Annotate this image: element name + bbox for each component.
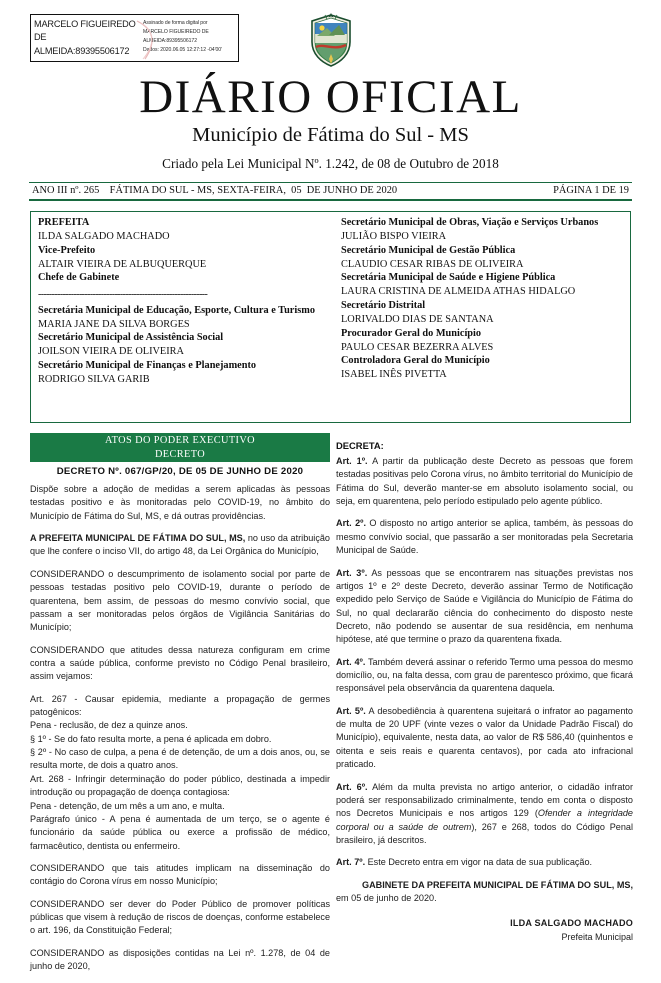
penal-code-line: Art. 267 - Causar epidemia, mediante a propagação de germes patogênicos: [30,693,330,718]
article-text-italic: Ofender a integridade corporal ou a saúde de outrem [336,808,633,832]
official-role: Secretário Municipal de Finanças e Planejamento [38,360,257,372]
page-title: DIÁRIO OFICIAL [139,71,522,123]
official-name: PAULO CESAR BEZERRA ALVES [340,341,494,353]
article-label: Art. 2º. [336,518,366,529]
official-name: JOILSON VIEIRA DE OLIVEIRA [38,346,184,358]
penal-code-line: Pena - detenção, de um mês a um ano, e multa. [30,800,225,811]
decree-article [336,517,633,557]
official-name: JULIÃO BISPO VIEIRA [340,230,447,242]
decree-preamble-bold: A PREFEITA MUNICIPAL DE FÁTIMA DO SUL, MS, [30,533,246,544]
decree-considerando: CONSIDERANDO o descumprimento de isolamento social por parte de pessoas testadas positivo pelo COVID-19, durante o período de quarentena, bem assim, de pessoas do mesmo convívio social, que passam a ser monitoradas pelos órgãos de Vigilância Sanitárias do Município; [30,568,330,633]
closing-rest: em 05 de junho de 2020. [336,893,437,904]
official-name: MARIA JANE DA SILVA BORGES [38,318,190,330]
penal-code-line: § 1º - Se do fato resulta morte, a pena é aplicada em dobro. [30,733,272,744]
official-name: LAURA CRISTINA DE ALMEIDA ATHAS HIDALGO [340,286,576,298]
official-role: Procurador Geral do Município [340,327,482,339]
masthead-subtitle: Município de Fátima do Sul - MS [192,123,469,146]
official-role: Secretária Municipal de Saúde e Higiene Pública [340,272,556,284]
edition-bar [29,182,632,201]
decree-preamble [30,532,330,559]
article-text: Também deverá assinar o referido Termo uma pessoa do mesmo domicílio, ou, na falta dessa, com grau de parentesco próximo, que ficará responsável pela observância da quarentena daquela. [336,656,633,694]
signature-name-line: MARCELO FIGUEIREDO [34,19,136,29]
official-role: Secretário Municipal de Assistência Social [38,332,224,344]
article-text-part2: ), 267 e 268, todos do Código Penal brasileiro, já descritos. [336,821,633,845]
article-text-part1: Além da multa prevista no artigo anterior, o cidadão infrator poderá ser responsabilizado criminalmente, tendo em conta o disposto nos Decretos Municipais e nos artigos 129 ( [336,781,633,819]
section-banner-decreto: DECRETO [30,447,330,462]
decree-considerando: CONSIDERANDO as disposições contidas na Lei nº. 1.278, de 04 de junho de 2020, [30,947,330,972]
officials-column-left [31,212,332,422]
decree-article [336,705,633,772]
penal-code-line: § 2º - No caso de culpa, a pena é de detenção, de um a dois anos, ou, se resulta morte, de dois a quatro anos. [30,747,330,771]
decree-considerando: CONSIDERANDO que atitudes dessa natureza configuram em crime contra a saúde pública, conforme previsto no Código Penal brasileiro, assim vejamos: [30,644,330,682]
article-text: Este Decreto entra em vigor na data de sua publicação. [365,857,593,868]
article-text: O disposto no artigo anterior se aplica, também, às pessoas do mesmo convívio social, que passarão a ser monitoradas pela Secretaria Municipal de Saúde. [336,518,633,556]
article-label: Art. 4º. [336,656,366,667]
decree-ementa: Dispõe sobre a adoção de medidas a serem aplicadas às pessoas testadas positivo e às monitoradas pelo COVID-19, no âmbito do Município de Fátima do Sul, MS, e dá outras providências. [30,484,330,521]
decree-left-column [30,483,330,983]
official-role: Secretário Municipal de Obras, Viação e Serviços Urbanos [340,217,599,228]
decree-article [336,455,633,508]
penal-code-line: Art. 268 - Infringir determinação do poder público, destinada a impedir introdução ou propagação de doença contagiosa: [30,773,330,798]
article-label: Art. 7º. [336,857,366,868]
signature-name-line: ALMEIDA:89395506172 [34,45,130,56]
decree-considerando: CONSIDERANDO ser dever do Poder Público de promover políticas públicas que visem à redução de riscos de doenças, conforme estabelece o art. 196, da Constituição Federal; [30,898,330,936]
signature-detail-block [139,15,238,61]
signer-name: ILDA SALGADO MACHADO [510,918,633,929]
section-banner-atos: ATOS DO PODER EXECUTIVO [30,433,330,448]
penal-code-line: Parágrafo único - A pena é aumentada de um terço, se o agente é funcionário da saúde pública ou exerce a profissão de médico, farmacêutico, dentista ou enfermeiro. [30,813,330,851]
decree-article-6 [336,781,633,848]
officials-divider: -------------------------------------------------------------- [38,289,208,301]
closing-bold: GABINETE DA PREFEITA MUNICIPAL DE FÁTIMA DO SUL, MS, [362,879,633,890]
official-name: ALTAIR VIEIRA DE ALBUQUERQUE [38,258,207,270]
decree-right-column [336,455,633,945]
official-role: Controladora Geral do Município [340,355,490,367]
article-label: Art. 1º. [336,456,368,466]
masthead-law-line: Criado pela Lei Municipal Nº. 1.242, de 08 de Outubro de 2018 [162,155,499,171]
decree-title: DECRETO Nº. 067/GP/20, DE 05 DE JUNHO DE 2020 [56,466,304,477]
article-label: Art. 6º. [336,781,368,792]
signature-detail-line: Dados: 2020.06.05 12:27:12 -04'00' [143,46,222,53]
digital-signature-stamp [30,14,239,62]
official-role: Secretário Municipal de Gestão Pública [340,244,516,256]
officials-column-right [332,212,630,422]
signature-detail-line: ALMEIDA:89395506172 [143,37,197,44]
decree-article [336,567,633,647]
official-name: CLAUDIO CESAR RIBAS DE OLIVEIRA [340,258,524,270]
article-text: A desobediência à quarentena sujeitará o infrator ao pagamento de multa de 20 UPF (vinte vezes o valor da Unidade Padrão Fiscal) do Município), equivalente, nesta data, ao valor de R$ 586,40 (quinhentos e oitenta e seis reais e quarenta centavos), por cada ato infracional praticado. [336,705,633,770]
official-role: PREFEITA [38,217,90,228]
signature-detail-line: Assinado de forma digital por [143,20,208,26]
decree-considerando: CONSIDERANDO que tais atitudes implicam na disseminação do contágio do Corona vírus em nosso Município; [30,862,330,887]
official-name: ISABEL INÊS PIVETTA [340,369,447,381]
edition-info: ANO III nº. 265 FÁTIMA DO SUL - MS, SEXTA-FEIRA, 05 DE JUNHO DE 2020 [32,185,398,196]
article-text: As pessoas que se encontrarem nas situações previstas nos artigos 1º e 2º deste Decreto, deverão assinar Termo de Notificação expedido pelo Serviço de Saúde e Vigilância do Município de Fátima do Sul, no qual declararão ciência do conhecimento do disposto neste Decreto, não podendo se ausentar de sua residência, em nenhuma hipótese, até que termine o prazo da quarentena fixada. [336,567,633,645]
article-label: Art. 5º. [336,705,366,716]
decree-article [336,656,633,696]
signature-detail-line: MARCELO FIGUEIREDO DE [143,28,209,35]
official-name: RODRIGO SILVA GARIB [38,373,150,385]
officials-box [30,211,631,423]
official-role: Secretária Municipal de Educação, Esporte, Cultura e Turismo [38,304,315,316]
signature-name-line: DE [34,32,47,43]
municipal-coat-of-arms-icon [305,12,357,68]
signer-role: Prefeita Municipal [561,932,633,943]
decreta-label: DECRETA: [336,440,384,451]
official-name: LORIVALDO DIAS DE SANTANA [340,313,494,325]
page-number: PÁGINA 1 DE 19 [553,185,629,196]
penal-code-line: Pena - reclusão, de dez a quinze anos. [30,720,188,731]
signature-name-block [31,15,139,61]
article-text: A partir da publicação deste Decreto as pessoas que forem testadas positivas pelo Corona vírus, no âmbito territorial do Município de Fátima do Sul, deverão manter-se em absoluto isolamento social, ou seja, em quarentena, pelo período estipulado pelo agente público. [336,456,633,507]
decree-article [336,856,633,869]
official-name: ILDA SALGADO MACHADO [38,230,170,242]
decree-preamble-rest: no uso da atribuição que lhe confere o inciso VII, do artigo 48, da Lei Orgânica do Município, [30,533,330,557]
article-label: Art. 3º. [336,567,368,578]
decree-signature-block [336,917,633,944]
masthead [0,71,661,172]
decree-closing [336,879,633,906]
official-role: Secretário Distrital [340,300,426,312]
official-role: Chefe de Gabinete [38,272,120,284]
official-role: Vice-Prefeito [38,244,96,256]
